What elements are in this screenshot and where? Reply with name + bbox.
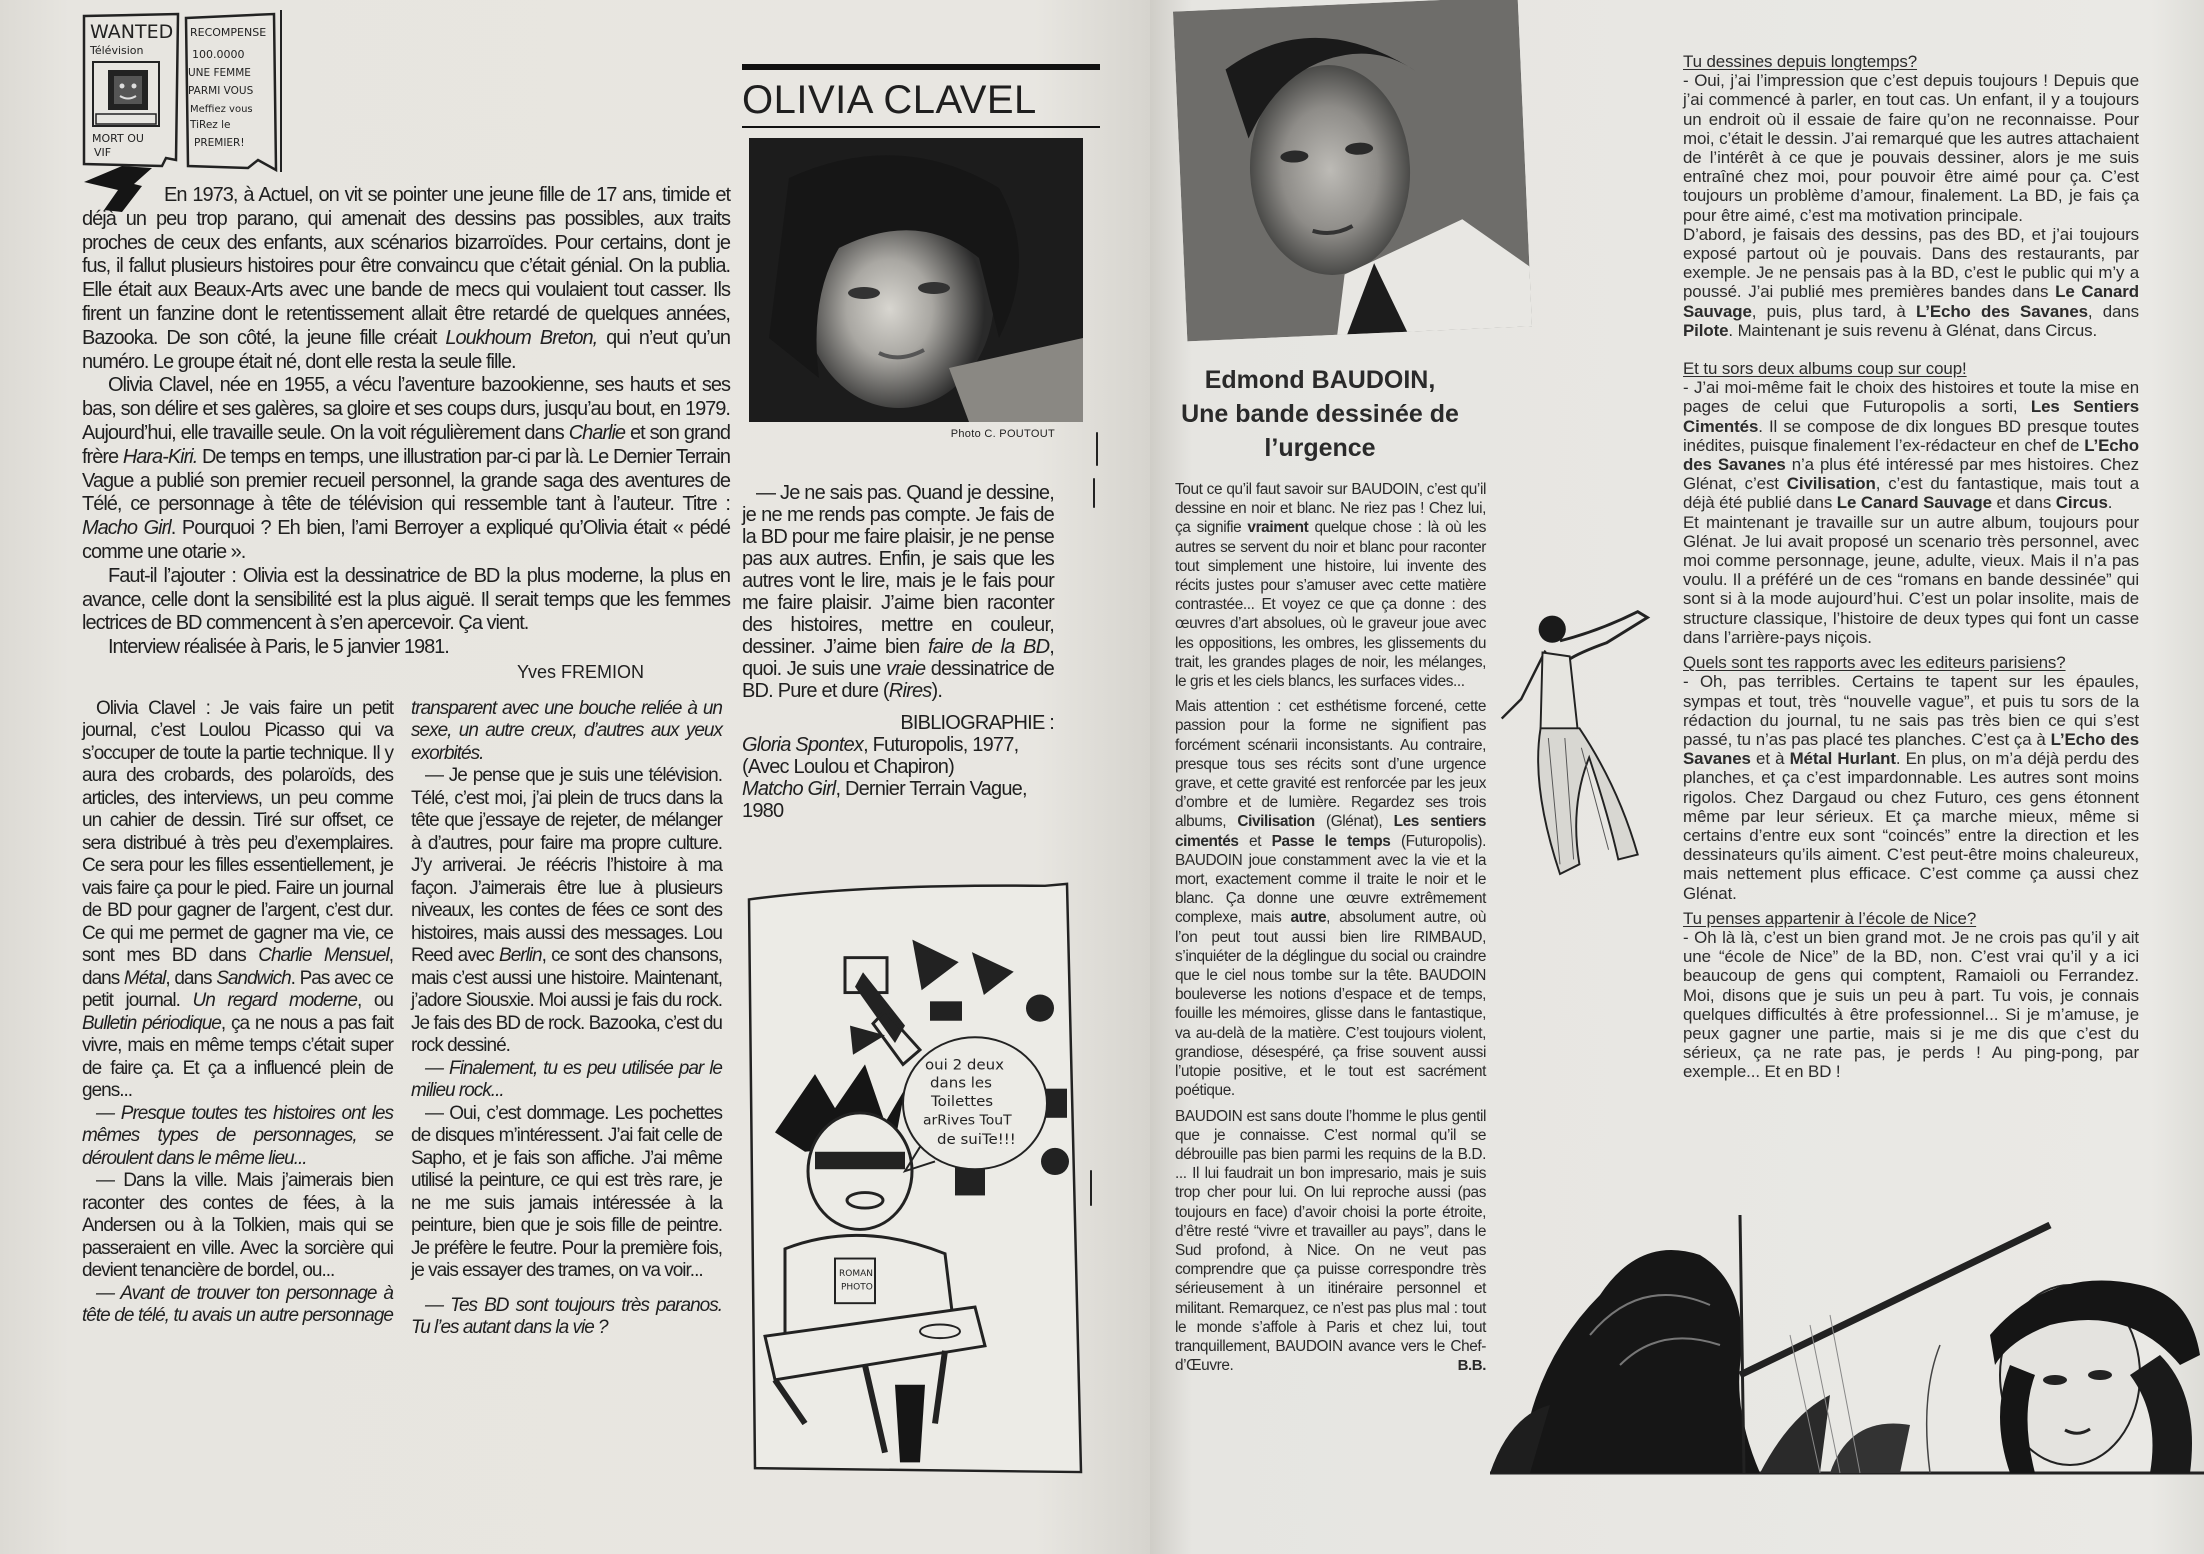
poster-line: 100.0000 <box>192 48 245 61</box>
baudoin-intro-text <box>1175 480 1486 1375</box>
text-run: — Finalement, tu es peu utilisée par le milieu rock... <box>411 1057 722 1102</box>
heading-line: l’urgence <box>1264 434 1376 462</box>
text-run: L’Echo des Savanes <box>1683 435 2139 475</box>
text-run: ). <box>931 680 943 702</box>
speech-bubble-text: oui 2 deux <box>925 1056 1004 1074</box>
text-run: , dans <box>82 945 393 989</box>
text-run: — Je pense que je suis une télévision. Télé, c’est moi, j’ai plein de trucs dans la tête que j’essaye de rejeter, de mélanger à d’autres, pour faire ma propre culture. J’y arriverai. Je réécris l’histoire à ma façon. J’aimerais être lue à plusieurs niveaux, les contes de fées ce sont des histoires, mais aussi des messages. Lou Reed avec <box>411 765 722 967</box>
article-title-block <box>742 64 1100 128</box>
text-run: qui n’eut qu’un numéro. Le groupe était né, dont elle resta la seule fille. <box>82 326 730 373</box>
qa-section <box>1683 653 2139 903</box>
poster-line: Meffiez vous <box>190 104 253 115</box>
paragraph <box>742 482 1054 702</box>
poster-mort-text: MORT OU <box>92 132 144 145</box>
text-run: Les Sentiers Cimentés <box>1683 397 2139 436</box>
poster-line: PREMIER! <box>194 137 245 149</box>
text-run: et dans <box>1991 493 2056 513</box>
paragraph <box>742 778 1054 822</box>
interview-answer <box>1683 71 2139 340</box>
text-run: Interview réalisée à Paris, le 5 janvier 1981. <box>108 636 449 659</box>
book-cover-text: PHOTO <box>841 1282 873 1293</box>
text-run: Passe le temps <box>1271 832 1391 850</box>
photo-credit: Photo C. POUTOUT <box>950 428 1055 440</box>
paragraph <box>1683 672 2139 902</box>
interview-qa-column <box>1683 52 2139 1082</box>
interview-question: Quels sont tes rapports avec les editeurs parisiens? <box>1683 653 2066 673</box>
text-run: , puis, plus tard, à <box>1751 301 1916 321</box>
poster-line: PARMI VOUS <box>188 85 254 97</box>
interview-answer <box>1683 928 2139 1082</box>
text-run: , absolument autre, où l’on peut tout aussi bien lire RIMBAUD, s’inquiéter de la déglingue du social ou craindre que le ciel nous tombe sur la tête. BAUDOIN bouleverse les notions d’espace et de temps, fouille les mémoires, glisse dans le fantastique, va au-delà de la matière. C’est toujours violent, grandiose, désespéré, ça frise souvent aussi l’utopie positive, et le tout est sacrément poétique. <box>1175 909 1486 1100</box>
text-run: Berlin <box>499 945 542 967</box>
text-run: (Futuropolis). BAUDOIN joue constamment avec la vie et la mort, exactement comme il traite le noir et le blanc. Ça donne une œuvre extrêmement complexe, mais <box>1175 832 1487 927</box>
interview-text <box>82 698 722 1340</box>
text-run: Charlie <box>568 421 626 444</box>
answer-text <box>742 482 1054 702</box>
text-run: , quoi. Je suis une <box>742 636 1054 680</box>
text-run: Loukhoum Breton, <box>445 326 598 349</box>
text-run: — Oui, c’est dommage. Les pochettes de disques m’intéressent. J’ai fait celle de Sapho, et je fais son affiche. J’ai même utilisé la peinture, ce qui est très rare, je ne me suis jamais intéressée à la peinture, bien que je sois fille de peintre. Je préfère le feutre. Pour la première fois, je vais essayer des trames, on va voir... <box>411 1102 722 1282</box>
text-run: vraiment <box>1247 519 1309 537</box>
text-run: et son grand frère <box>82 421 730 468</box>
text-run: Métal <box>123 967 166 989</box>
paragraph <box>1683 378 2139 512</box>
text-run: - J’ai moi-même fait le choix des histoires et toute la mise en pages de celui que Futuropolis a sorti, <box>1683 378 2139 417</box>
text-run: , dans <box>2087 301 2139 321</box>
text-run: — Tes BD sont toujours très paranos. Tu l’es autant dans la vie ? <box>411 1294 722 1339</box>
margin-mark <box>1096 432 1098 466</box>
text-run: Mais attention : cet esthétisme forcené, cette passion pour la forme ne signifient pas forcément scénarii inconsistants. Au contraire, presque tous ses récits sont d’une urgence grave, et cette gravité est renforcée par les jeux d’ombre et de lumière. Regardez ses trois albums, <box>1175 698 1486 831</box>
text-run: Macho Girl <box>82 517 171 540</box>
speech-bubble-text: de suiTe!!! <box>937 1131 1016 1148</box>
article-heading <box>1150 363 1490 465</box>
text-run: - Oh, pas terribles. Certains te tapent sur les épaules, sympas et tout, très “nouvelle vague”, et puis tu sors de la rédaction du journal, tu ne sais pas très bien ce qui s’est passé, tu n’as pas placé tes planches. C’est ça à <box>1683 672 2139 749</box>
text-run: et <box>1238 832 1272 850</box>
text-run: Le Canard Sauvage <box>1683 282 2140 321</box>
speech-bubble-text: Toilettes <box>931 1093 994 1111</box>
poster-recompense-text: RECOMPENSE <box>190 26 267 39</box>
text-run: En 1973, à Actuel, on vit se pointer une jeune fille de 17 ans, timide et déjà un peu trop parano, qui amenait des dessins pas possibles, aux traits proches de ceux des enfants, aux scénarios bizarroïdes. Pour certains, dont je fus, il fallut plusieurs histoires pour être convaincu que c’était génial. On la publia. Elle était aux Beaux-Arts avec une bande de mecs qui voulaient tout casser. Ils firent un fanzine dont le retentissement allait être retardé de quelques années, Bazooka. De son côté, la jeune fille créait <box>82 184 730 349</box>
poster-vif-text: VIF <box>94 146 112 159</box>
text-run: Le Canard Sauvage <box>1836 493 1992 513</box>
text-run: - Oui, j’ai l’impression que c’est depuis toujours ! Depuis que j’ai commencé à parler, en tout cas. Un enfant, il y a toujours un endroit où il essaie de faire qu’on ne reconnaisse. Pour moi, c’était le dessin. J’ai remarqué que les autres attachaient de l’intérêt à ce que je pouvais dessiner, alors je me suis entraîné chez moi, pour pouvoir être aimé pour ça. C’est toujours un problème d’amour, finalement. La BD, je fais ça pour être aimé, c’est ma motivation principale. <box>1683 71 2139 225</box>
margin-mark <box>1090 1170 1092 1206</box>
qa-section <box>1683 359 2139 647</box>
paragraph <box>1175 1107 1486 1376</box>
paragraph <box>82 565 730 636</box>
text-run: . <box>2107 493 2113 513</box>
interview-answer <box>1683 378 2139 647</box>
text-run: dessinatrice de BD. Pure et dure ( <box>742 658 1054 702</box>
paragraph <box>82 374 730 564</box>
text-run: autre <box>1290 909 1327 927</box>
text-run: Bulletin périodique <box>82 1012 221 1034</box>
text-run: Olivia Clavel, née en 1955, a vécu l’aventure bazookienne, ses hauts et ses bas, son délire et ses galères, sa gloire et ses coups durs, jusqu’au bout, en 1979. Aujourd’hui, elle travaille seule. On la voit régulièrement dans <box>82 374 730 444</box>
text-run: . En plus, on m’a déjà perdu des planches, et ça c’est impardonnable. Les autres sont moins rigolos. Chez Dargaud ou chez Futuro, ces gens étonnent même par leur sérieux. Et ça marche mieux, même si certains d’entre eux sont “coincés” entre la direction et les dessinateurs qu’ils aiment. C’est peut-être moins chaleureux, mais nettement plus efficace. C’est comme ça aussi chez Glénat. <box>1683 749 2139 903</box>
text-run: Pilote <box>1683 320 1729 340</box>
text-run: — Presque toutes tes histoires ont les mêmes types de personnages, se déroulent dans le même lieu... <box>82 1102 393 1169</box>
poster-line: UNE FEMME <box>188 67 251 79</box>
text-run: , ce sont des chansons, mais c’est aussi une histoire. Maintenant, j’adore Siousxie. Moi aussi je fais du rock. Je fais des BD de rock. Bazooka, c’est du rock dessiné. <box>411 945 722 1057</box>
text-run: , dans <box>165 967 217 989</box>
text-run: Faut-il l’ajouter : Olivia est la dessinatrice de BD la plus moderne, la plus en avance, celle dont la sensibilité est la plus aiguë. Il serait temps que les femmes lectrices de BD commencent à s’en apercevoir. Ça vient. <box>82 564 730 635</box>
page-title: OLIVIA CLAVEL <box>742 78 1100 128</box>
text-run: et à <box>1750 749 1790 769</box>
paragraph <box>411 1103 722 1283</box>
interview-question: Et tu sors deux albums coup sur coup! <box>1683 359 1967 379</box>
paragraph <box>1683 513 2139 647</box>
text-run: L’Echo des Savanes <box>1683 729 2139 769</box>
book-cover-text: ROMAN <box>839 1269 873 1279</box>
paragraph <box>1683 928 2139 1082</box>
speech-bubble-text: dans les <box>930 1074 992 1092</box>
wanted-poster-illustration <box>78 10 283 175</box>
margin-mark <box>1093 478 1095 508</box>
poster-television-text: Télévision <box>90 44 144 57</box>
interview-question: Tu penses appartenir à l’école de Nice? <box>1683 908 1977 928</box>
paragraph <box>82 636 730 660</box>
photo-edmond-baudoin <box>1173 0 1532 341</box>
photo-olivia-clavel <box>749 138 1083 422</box>
text-run: vraie <box>885 658 926 680</box>
text-run: n’a plus été intéressé par mes histoires. Chez Glénat, c’est <box>1683 455 2139 494</box>
qa-section <box>1683 909 2139 1082</box>
text-run: Un regard moderne <box>192 990 357 1012</box>
text-run: . Maintenant je suis revenu à Glénat, dans Circus. <box>1728 320 2098 340</box>
left-text-flow <box>82 184 730 1340</box>
text-run: Métal Hurlant <box>1789 749 1896 769</box>
text-run: . Pas avec ce petit journal. <box>82 967 393 1012</box>
text-run: quelque chose : là où les autres se servent du noir et blanc pour raconter tout simplement une histoire, lui invente des récits justes pour s’amuser avec cette matière contrastée... Et voyez ce que ça donne : des œuvres d’art absolues, où le graveur joue avec les oppositions, les ombres, les glissements du trait, les grandes plages de noir, les mélanges, le gris et les ciels blancs, les surfaces vides... <box>1175 519 1486 691</box>
text-run: , Futuropolis, 1977, (Avec Loulou et Chapiron) <box>742 734 1019 778</box>
heading-line: Edmond BAUDOIN, <box>1204 366 1436 394</box>
text-run: — Dans la ville. Mais j’aimerais bien raconter des contes de fées, à la Andersen ou à la Tolkien, mais qui se passeraient en ville. Avec la sorcière qui devient tenancière de bordel, ou... <box>82 1170 393 1282</box>
interview-answer-column <box>742 482 1054 822</box>
author-signature: Yves FREMION <box>517 661 645 682</box>
text-run: . Il se compose de dix longues BD presque toutes inédites, puisque finalement l’ex-rédacteur en chef de <box>1683 416 2139 455</box>
paragraph <box>82 1170 393 1283</box>
text-run: , ou <box>356 990 393 1012</box>
speech-bubble-text: arRives TouT <box>923 1112 1012 1129</box>
paragraph <box>411 765 722 1058</box>
text-run: faire de la BD <box>927 636 1050 658</box>
heading-line: Une bande dessinée de <box>1181 400 1459 428</box>
paragraph <box>742 734 1054 778</box>
dancing-woman-illustration <box>1492 588 1662 888</box>
text-run: BAUDOIN est sans doute l’homme le plus gentil que je connaisse. C’est normal qu’il se débrouille pas bien parmi les requins de la B.D. ... Il lui faudrait un bon impresario, mais je suis trop cher pour lui. On lui reproche aussi (pas toujours en face) d’avoir choisi la porte étroite, d’être resté “vivre et travailler au pays”, dans le Sud profond, à Nice. On ne veut pas comprendre que ça puisse correspondre très sérieusement à un itinéraire personnel et militant. Remarquez, ce n’est pas plus mal : tout le monde s’affole à Paris et chez lui, tout tranquillement, BAUDOIN avance vers le Chef-d’Œuvre. <box>1175 1107 1486 1375</box>
paragraph <box>411 1058 722 1103</box>
paragraph <box>82 184 730 374</box>
text-run: Hara-Kiri. <box>122 445 198 468</box>
poster-line: TiRez le <box>190 119 231 131</box>
bibliography-list <box>742 734 1054 822</box>
text-run: . Pourquoi ? Eh bien, l’ami Berroyer a expliqué qu’Olivia était « pédé comme une otarie ». <box>82 517 730 563</box>
qa-section <box>1683 52 2139 340</box>
paragraph <box>82 1103 393 1171</box>
comic-panel-illustration <box>1490 1215 2204 1477</box>
paragraph <box>1683 71 2139 225</box>
text-run: - Oh là là, c’est un bien grand mot. Je ne crois pas qu’il y ait une “école de Nice” de la BD, non. C’est vrai qu’il y a ici beaucoup de gens qui comptent, Ramaioli ou Ferrandez. Moi, disons que je suis un peu à part. Tu vois, je connais quelques difficultés à être professionnel... Si je m’amuse, je peux gagner une partie, mais si je me dis que c’est du sérieux, ça ne rate pas, je perds ! Au ping-pong, par exemple... Et en BD ! <box>1683 927 2139 1082</box>
text-run: D’abord, je faisais des dessins, pas des BD, et j’ai toujours exposé partout où je pouvais. Dans des restaurants, par exemple. Je ne pensais pas à la BD, c’est le public qui m’y a poussé. J’ai publié mes premières bandes dans <box>1683 224 2139 302</box>
text-run: , ça ne nous a pas fait vivre, mais en même temps c’était super de faire ça. Et ça a influencé plein de gens... <box>82 1012 393 1102</box>
text-run: Et maintenant je travaille sur un autre album, toujours pour Glénat. Je lui avait proposé un scenario très personnel, avec moi comme personnage, jeune, adulte, vieux. Mais il n’a pas voulu. Il a préféré un de ces “romans en bande dessinée” qui sont si à la mode aujourd’hui. C’est un polar insolite, mais de structure classique, l’histoire de deux types qui font un casse dans l’arrière-pays niçois. <box>1683 512 2139 647</box>
bibliography-title: BIBLIOGRAPHIE : <box>900 712 1054 734</box>
paragraph <box>1683 225 2139 340</box>
text-run: Gloria Spontex <box>742 734 864 756</box>
text-run: Sandwich <box>216 967 291 989</box>
text-run: Les sentiers cimentés <box>1175 813 1487 850</box>
text-run: Olivia Clavel : Je vais faire un petit journal, c’est Loulou Picasso qui va s’occuper de toute la partie technique. Il y aura des crobards, des polaroïds, des articles, des interviews, un peu comme un cahier de dessin. Tiré sur offset, ce sera distribué à très peu d’exemplaires. Ce sera pour les filles essentiellement, je vais faire ça pour le pied. Faire un journal de BD pour gagner de l’argent, c’est dur. Ce qui me permet de gagner ma vie, ce sont mes BD dans <box>82 697 393 967</box>
text-run: Matcho Girl <box>742 778 836 800</box>
text-run: (Glénat), <box>1314 813 1394 831</box>
text-run: — Je ne sais pas. Quand je dessine, je ne me rends pas compte. Je fais de la BD pour me faire plaisir, je ne pense pas aux autres. Enfin, je sais que les autres vont le lire, mais je le fais pour me faire plaisir. J’aime bien raconter des histoires, mettre en couleur, dessiner. J’aime bien <box>742 482 1054 658</box>
text-run: L’Echo des Savanes <box>1915 301 2088 321</box>
text-run: Rires <box>888 680 932 702</box>
paragraph <box>1175 697 1486 1100</box>
text-run: , c’est du fantastique, mais tout a déjà été publié dans <box>1683 474 2139 513</box>
text-run: — Avant de trouver ton personnage à tête de télé, tu avais un autre personnage transparent avec une bouche reliée à un sexe, un autre creux, d’autres aux yeux exorbités. <box>82 697 722 1327</box>
article-intro <box>82 184 730 660</box>
text-run: , Dernier Terrain Vague, 1980 <box>742 778 1027 822</box>
paragraph <box>1175 480 1486 691</box>
text-run: Circus <box>2055 493 2108 513</box>
interview-answer <box>1683 672 2139 902</box>
comic-drawing-tele <box>745 880 1085 1474</box>
paragraph <box>411 1295 722 1340</box>
text-run: Civilisation <box>1237 813 1315 831</box>
author-initials: B.B. <box>1457 1357 1486 1375</box>
paragraph <box>82 698 393 1103</box>
text-run: Charlie Mensuel <box>258 945 389 967</box>
text-run: Tout ce qu’il faut savoir sur BAUDOIN, c’est qu’il dessine en noir et blanc. Ne riez pas ! Chez lui, ça signifie <box>1175 481 1486 537</box>
text-run: Civilisation <box>1786 474 1876 494</box>
text-run: De temps en temps, une illustration par-ci par là. Le Dernier Terrain Vague a publié son premier recueil personnel, la grande saga des aventures de Télé, ce personnage à tête de télévision qui ressemble tant à l’auteur. Titre : <box>82 445 730 516</box>
poster-wanted-text: WANTED <box>90 21 174 43</box>
interview-question: Tu dessines depuis longtemps? <box>1683 52 1918 71</box>
